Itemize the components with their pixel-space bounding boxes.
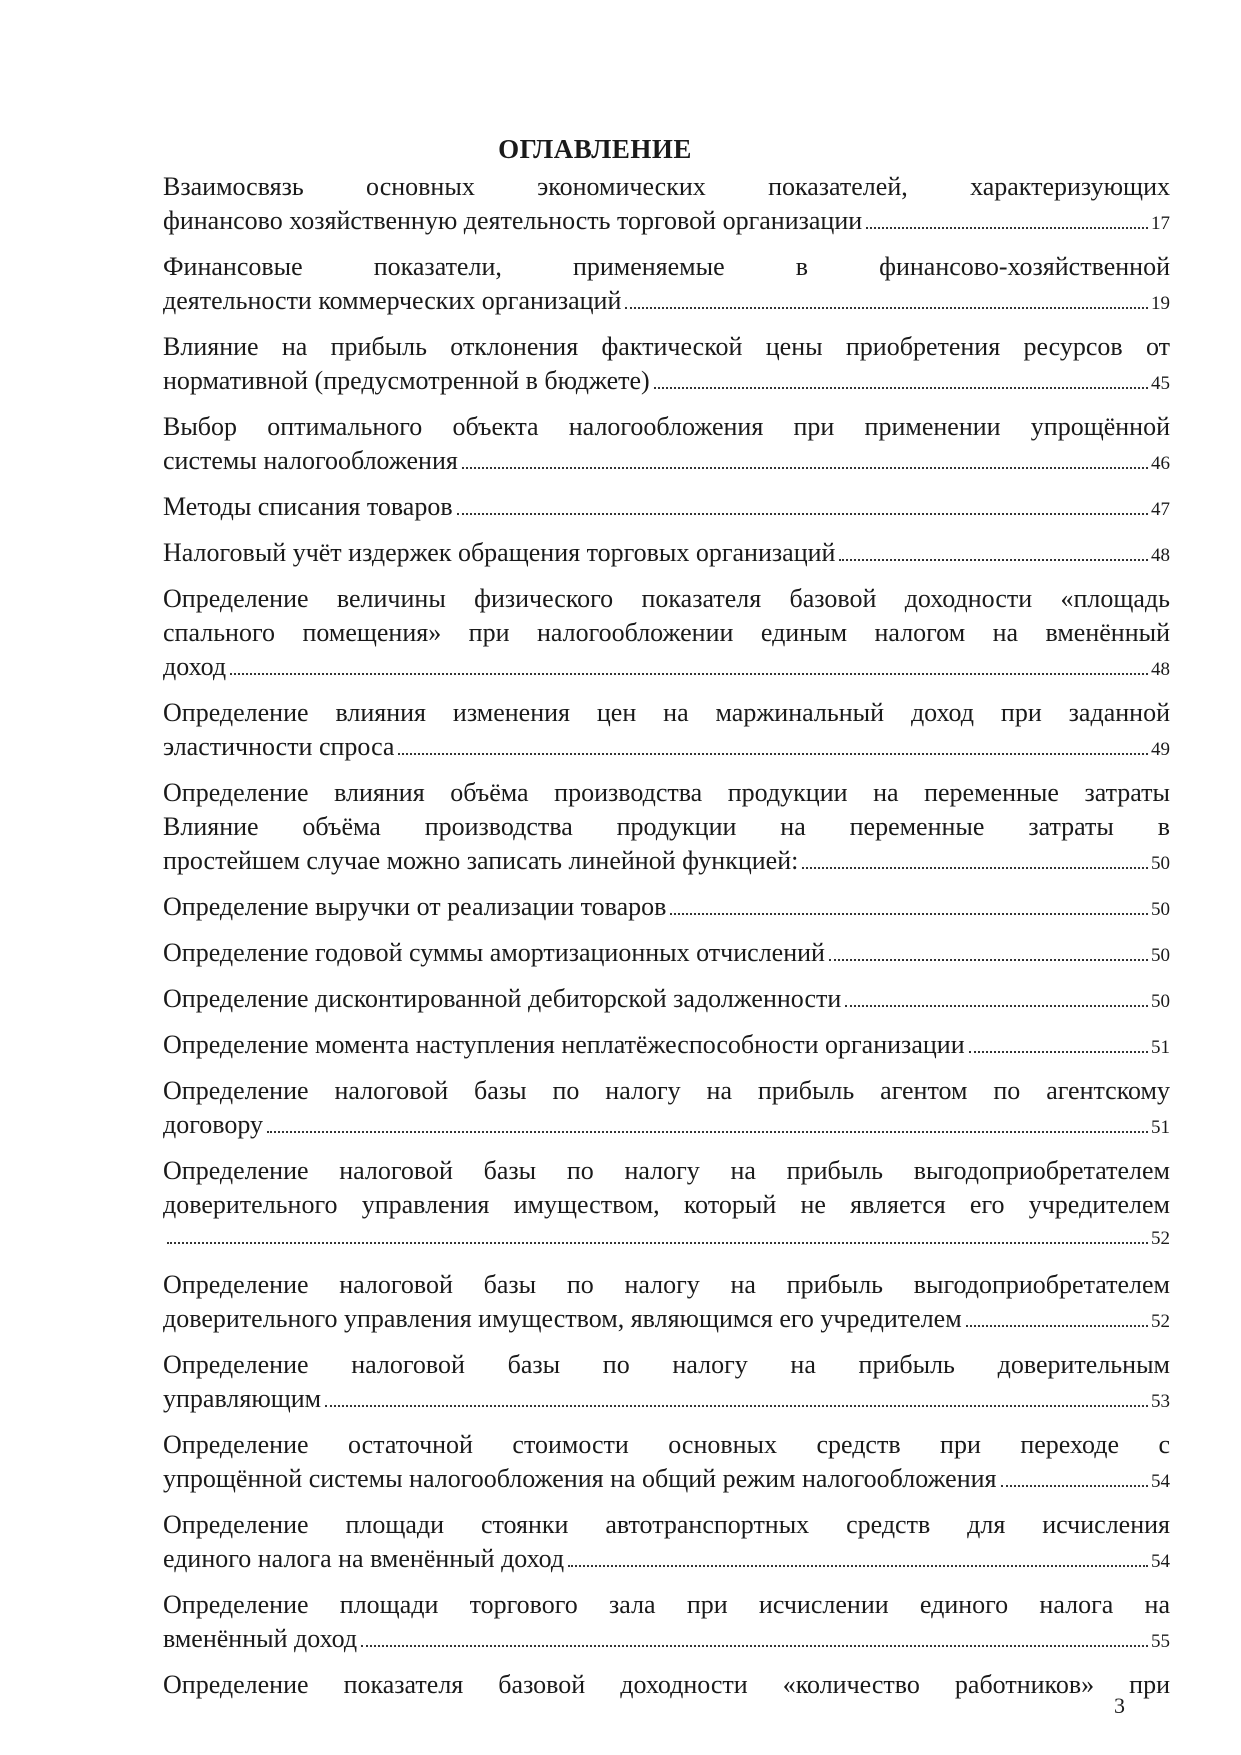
- toc-entry[interactable]: [163, 1668, 1170, 1702]
- toc-entry-text: управляющим: [163, 1384, 322, 1413]
- toc-entry-line: Определение влияния объёма производства продукции на переменные затраты: [163, 778, 1170, 807]
- toc-entry-last-line: [163, 650, 1170, 684]
- toc-entry-line: Взаимосвязь основных экономических показателей, характеризующих: [163, 172, 1170, 201]
- toc-entry-line: Определение налоговой базы по налогу на прибыль агентом по агентскому: [163, 1076, 1170, 1105]
- dot-leader: [845, 1005, 1148, 1007]
- dot-leader: [670, 913, 1148, 915]
- toc-entry[interactable]: [163, 1074, 1170, 1142]
- toc-entry[interactable]: [163, 890, 1170, 924]
- toc-entry[interactable]: [163, 410, 1170, 478]
- toc-entry-line: Выбор оптимального объекта налогообложения при применении упрощённой: [163, 412, 1170, 441]
- toc-entry-line: Определение величины физического показателя базовой доходности «площадь: [163, 584, 1170, 613]
- toc-entry-last-line: [163, 1542, 1170, 1576]
- toc-entry[interactable]: [163, 1028, 1170, 1062]
- dot-leader: [457, 513, 1148, 515]
- toc-entry-text: доход: [163, 652, 227, 681]
- toc-entry-last-line: [163, 284, 1170, 318]
- toc-page-number: 53: [1151, 1391, 1170, 1412]
- toc-page-number: 51: [1151, 1037, 1170, 1058]
- toc-entry-last-line: [163, 536, 1170, 570]
- toc-entry-text: Определение дисконтированной дебиторской задолженности: [163, 984, 842, 1013]
- toc-entry-line: Влияние на прибыль отклонения фактической цены приобретения ресурсов от: [163, 332, 1170, 361]
- toc-entry-last-line: [163, 490, 1170, 524]
- toc-entry-line: спального помещения» при налогообложении единым налогом на вменённый: [163, 618, 1170, 647]
- toc-entry-text: Налоговый учёт издержек обращения торговых организаций: [163, 538, 836, 567]
- toc-entry-text: Определение момента наступления неплатёжеспособности организации: [163, 1030, 965, 1059]
- toc-entry-last-line: [163, 936, 1170, 970]
- toc-title: ОГЛАВЛЕНИЕ: [498, 134, 692, 164]
- toc-entry-line: Определение площади стоянки автотранспортных средств для исчисления: [163, 1510, 1170, 1539]
- toc-page-number: 48: [1151, 659, 1170, 680]
- toc-entry-last-line: [163, 844, 1170, 878]
- toc-entry-last-line: [163, 204, 1170, 238]
- dot-leader: [462, 467, 1148, 469]
- toc-entry-text: договору: [163, 1110, 264, 1139]
- toc-page-number: 51: [1151, 1117, 1170, 1138]
- toc-list: [163, 170, 1170, 1714]
- toc-entry[interactable]: [163, 1268, 1170, 1336]
- toc-entry[interactable]: [163, 170, 1170, 238]
- toc-entry[interactable]: [163, 536, 1170, 570]
- toc-entry-text: вменённый доход: [163, 1624, 358, 1653]
- dot-leader: [325, 1405, 1148, 1407]
- dot-leader: [167, 1242, 1148, 1244]
- toc-entry[interactable]: [163, 582, 1170, 684]
- toc-page-number: 50: [1151, 991, 1170, 1012]
- toc-page-number: 48: [1151, 545, 1170, 566]
- toc-entry-last-line: [163, 1622, 1170, 1656]
- toc-entry-last-line: [163, 1462, 1170, 1496]
- toc-page-number: 47: [1151, 499, 1170, 520]
- toc-entry-line: Определение остаточной стоимости основных средств при переходе с: [163, 1430, 1170, 1459]
- dot-leader: [866, 227, 1148, 229]
- dot-leader: [267, 1131, 1148, 1133]
- toc-page-number: 46: [1151, 453, 1170, 474]
- page-number: 3: [1114, 1693, 1125, 1718]
- toc-entry[interactable]: [163, 1508, 1170, 1576]
- toc-page-number: 19: [1151, 293, 1170, 314]
- dot-leader: [398, 753, 1148, 755]
- toc-entry[interactable]: [163, 982, 1170, 1016]
- toc-entry[interactable]: [163, 250, 1170, 318]
- toc-page-number: 17: [1151, 213, 1170, 234]
- toc-entry-line: Определение налоговой базы по налогу на прибыль выгодоприобретателем: [163, 1270, 1170, 1299]
- toc-entry-line: Финансовые показатели, применяемые в финансово-хозяйственной: [163, 252, 1170, 281]
- dot-leader: [361, 1645, 1148, 1647]
- toc-entry-line: Определение влияния изменения цен на маржинальный доход при заданной: [163, 698, 1170, 727]
- toc-entry-text: упрощённой системы налогообложения на общий режим налогообложения: [163, 1464, 997, 1493]
- dot-leader: [802, 867, 1148, 869]
- toc-entry-text: нормативной (предусмотренной в бюджете): [163, 366, 650, 395]
- toc-entry-text: Методы списания товаров: [163, 492, 453, 521]
- toc-entry-last-line: [163, 1222, 1170, 1256]
- toc-entry-last-line: [163, 1108, 1170, 1142]
- toc-entry-last-line: [163, 1382, 1170, 1416]
- toc-page-number: 50: [1151, 945, 1170, 966]
- toc-entry-last-line: [163, 1302, 1170, 1336]
- toc-page-number: 50: [1151, 899, 1170, 920]
- toc-entry-last-line: [163, 364, 1170, 398]
- toc-entry[interactable]: [163, 1154, 1170, 1256]
- toc-entry-text: финансово хозяйственную деятельность торговой организации: [163, 206, 863, 235]
- toc-entry-last-line: [163, 444, 1170, 478]
- dot-leader: [1001, 1485, 1149, 1487]
- toc-entry-text: Определение годовой суммы амортизационных отчислений: [163, 938, 825, 967]
- dot-leader: [230, 673, 1148, 675]
- toc-entry-text: единого налога на вменённый доход: [163, 1544, 565, 1573]
- toc-entry[interactable]: [163, 1588, 1170, 1656]
- toc-page-number: 50: [1151, 853, 1170, 874]
- toc-entry-line: Определение показателя базовой доходности «количество работников» при: [163, 1670, 1170, 1699]
- toc-entry[interactable]: [163, 1428, 1170, 1496]
- toc-entry-text: эластичности спроса: [163, 732, 395, 761]
- toc-page-number: 52: [1151, 1228, 1170, 1249]
- toc-entry-line: доверительного управления имуществом, который не является его учредителем: [163, 1190, 1170, 1219]
- toc-entry-last-line: [163, 730, 1170, 764]
- dot-leader: [969, 1051, 1148, 1053]
- dot-leader: [568, 1565, 1148, 1567]
- dot-leader: [625, 307, 1148, 309]
- toc-entry-last-line: [163, 982, 1170, 1016]
- toc-page-number: 52: [1151, 1311, 1170, 1332]
- toc-entry[interactable]: [163, 936, 1170, 970]
- toc-entry-last-line: [163, 1028, 1170, 1062]
- toc-entry-line: Определение налоговой базы по налогу на прибыль доверительным: [163, 1350, 1170, 1379]
- toc-page-number: 55: [1151, 1631, 1170, 1652]
- dot-leader: [829, 959, 1148, 961]
- toc-entry-text: Определение выручки от реализации товаров: [163, 892, 667, 921]
- toc-entry-line: Определение налоговой базы по налогу на прибыль выгодоприобретателем: [163, 1156, 1170, 1185]
- toc-page-number: 54: [1151, 1551, 1170, 1572]
- toc-entry[interactable]: [163, 490, 1170, 524]
- toc-page-number: 54: [1151, 1471, 1170, 1492]
- dot-leader: [839, 559, 1148, 561]
- toc-entry-last-line: [163, 890, 1170, 924]
- dot-leader: [654, 387, 1148, 389]
- toc-entry-text: доверительного управления имуществом, являющимся его учредителем: [163, 1304, 962, 1333]
- toc-entry-text: системы налогообложения: [163, 446, 458, 475]
- toc-entry[interactable]: [163, 1348, 1170, 1416]
- toc-entry-line: Влияние объёма производства продукции на переменные затраты в: [163, 812, 1170, 841]
- toc-entry-text: простейшем случае можно записать линейной функцией:: [163, 846, 799, 875]
- toc-entry[interactable]: [163, 776, 1170, 878]
- toc-entry-line: Определение площади торгового зала при исчислении единого налога на: [163, 1590, 1170, 1619]
- dot-leader: [966, 1325, 1148, 1327]
- toc-page-number: 45: [1151, 373, 1170, 394]
- toc-entry-text: деятельности коммерческих организаций: [163, 286, 622, 315]
- toc-entry[interactable]: [163, 696, 1170, 764]
- toc-entry[interactable]: [163, 330, 1170, 398]
- toc-page-number: 49: [1151, 739, 1170, 760]
